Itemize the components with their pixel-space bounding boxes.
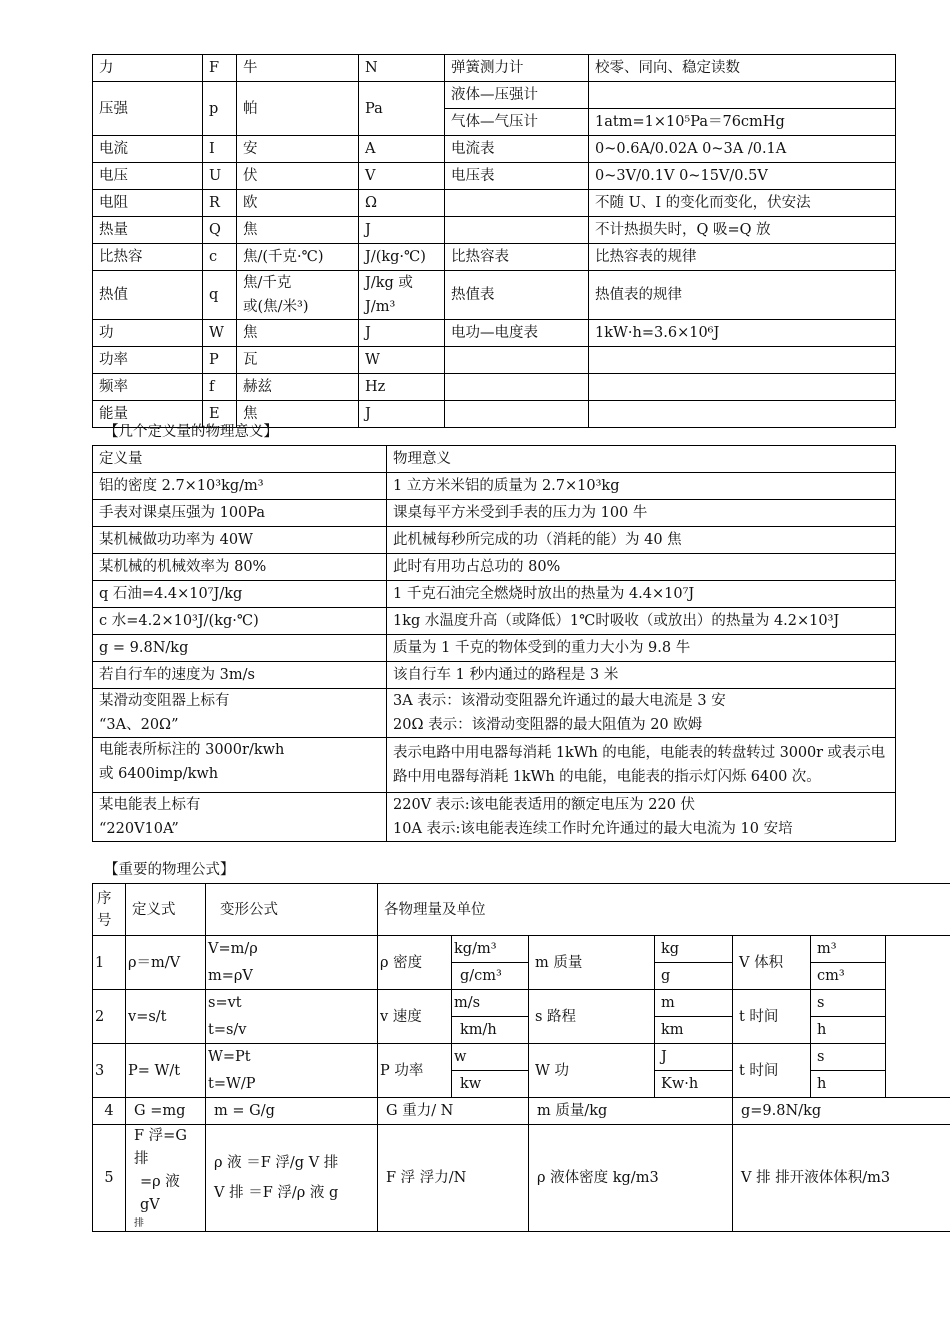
formula-header-row: [93, 884, 950, 936]
units-cell-unit_cn: [237, 271, 359, 320]
units-cell-notes: 热值表的规律: [589, 271, 896, 320]
units-line: J/m³: [365, 299, 396, 315]
units-cell-name: 电流: [93, 136, 203, 163]
units-cell-name: 能量: [93, 401, 203, 428]
formula-unit-c: h: [811, 1071, 886, 1098]
formula-unit-a: kw: [452, 1071, 529, 1098]
units-cell-instrument: [445, 347, 589, 374]
meaning-quantity: c 水=4.2×10³J/(kg·℃): [93, 608, 387, 635]
header-definition: 定义式: [126, 884, 206, 936]
meaning-row: [93, 527, 896, 554]
formula-unit-b: kg: [655, 936, 733, 963]
meaning-table: [92, 445, 896, 842]
units-cell-unit_sym: N: [359, 55, 445, 82]
units-cell-unit_cn: 帕: [237, 82, 359, 136]
units-row: [93, 244, 896, 271]
formula-no: 4: [93, 1098, 126, 1125]
units-cell-name: 压强: [93, 82, 203, 136]
formula-transform: V=m/ρ: [206, 936, 378, 963]
units-cell-instrument: 弹簧测力计: [445, 55, 589, 82]
units-cell-instrument: 电流表: [445, 136, 589, 163]
formula-transform-line: V 排 ＝F 浮/ρ 液 g: [214, 1185, 339, 1201]
units-row: [93, 82, 896, 109]
units-cell-unit_sym: W: [359, 347, 445, 374]
meaning-quantity-line: “220V10A”: [99, 821, 179, 837]
units-cell-unit_cn: 牛: [237, 55, 359, 82]
formula-var-a: P 功率: [378, 1044, 452, 1098]
units-cell-name: 比热容: [93, 244, 203, 271]
meaning-row: [93, 793, 896, 842]
units-cell-unit_cn: 焦: [237, 320, 359, 347]
formula-unit-a: km/h: [452, 1017, 529, 1044]
formula-definition-line: 排: [134, 1218, 144, 1229]
units-cell-instrument: 热值表: [445, 271, 589, 320]
formula-var-a: v 速度: [378, 990, 452, 1044]
meaning-text: 1kg 水温度升高（或降低）1℃时吸收（或放出）的热量为 4.2×10³J: [387, 608, 896, 635]
meaning-quantity: 若自行车的速度为 3m/s: [93, 662, 387, 689]
units-cell-symbol: p: [203, 82, 237, 136]
units-cell-instrument: [445, 401, 589, 428]
units-cell-symbol: R: [203, 190, 237, 217]
meaning-quantity-line: 某滑动变阻器上标有: [99, 693, 230, 709]
formula-unit-b: J: [655, 1044, 733, 1071]
units-cell-symbol: F: [203, 55, 237, 82]
formula-transform: m=ρV: [206, 963, 378, 990]
meaning-row: [93, 662, 896, 689]
formula-heading: 【重要的物理公式】: [104, 862, 235, 878]
meaning-quantity: q 石油=4.4×10⁷J/kg: [93, 581, 387, 608]
formula-row: [93, 1071, 950, 1098]
meaning-heading: 【几个定义量的物理意义】: [104, 424, 278, 440]
units-cell-notes: [589, 347, 896, 374]
formula-var-b: ρ 液体密度 kg/m3: [529, 1125, 733, 1232]
header-no: 序号: [93, 884, 126, 936]
formula-var-c: g=9.8N/kg: [733, 1098, 950, 1125]
meaning-quantity: [93, 738, 387, 793]
formula-transform: m = G/g: [206, 1098, 378, 1125]
meaning-text: 此机械每秒所完成的功（消耗的能）为 40 焦: [387, 527, 896, 554]
units-cell-notes: [589, 82, 896, 109]
units-cell-unit_sym: [359, 271, 445, 320]
units-row: [93, 271, 896, 320]
meaning-text-line: 10A 表示:该电能表连续工作时允许通过的最大电流为 10 安培: [393, 821, 793, 837]
units-cell-unit_cn: 赫兹: [237, 374, 359, 401]
units-cell-unit_cn: 欧: [237, 190, 359, 217]
meaning-row: [93, 608, 896, 635]
units-cell-unit_cn: 焦: [237, 401, 359, 428]
meaning-text: 1 立方米米铝的质量为 2.7×10³kg: [387, 473, 896, 500]
units-cell-unit_cn: 瓦: [237, 347, 359, 374]
units-cell-symbol: q: [203, 271, 237, 320]
formula-unit-b: Kw·h: [655, 1071, 733, 1098]
units-cell-instrument: 电功—电度表: [445, 320, 589, 347]
units-cell-unit_sym: A: [359, 136, 445, 163]
units-cell-name: 热值: [93, 271, 203, 320]
formula-row: [93, 936, 950, 963]
formula-unit-a: g/cm³: [452, 963, 529, 990]
formula-definition: ρ＝m/V: [126, 936, 206, 990]
formula-var-c: t 时间: [733, 1044, 811, 1098]
formula-unit-b: km: [655, 1017, 733, 1044]
units-row: [93, 163, 896, 190]
units-cell-instrument: 比热容表: [445, 244, 589, 271]
meaning-quantity-line: 或 6400imp/kwh: [99, 766, 219, 782]
formula-transform: [206, 1125, 378, 1232]
units-cell-unit_sym: J: [359, 401, 445, 428]
formula-unit-c: h: [811, 1017, 886, 1044]
units-cell-notes: [589, 374, 896, 401]
formula-unit-c: cm³: [811, 963, 886, 990]
formula-row: [93, 1098, 950, 1125]
units-row: [93, 347, 896, 374]
formula-var-a: ρ 密度: [378, 936, 452, 990]
meaning-quantity: 某机械做功功率为 40W: [93, 527, 387, 554]
meaning-row: [93, 500, 896, 527]
units-cell-unit_cn: 焦/(千克·℃): [237, 244, 359, 271]
formula-transform: t=W/P: [206, 1071, 378, 1098]
formula-var-a: F 浮 浮力/N: [378, 1125, 529, 1232]
units-cell-name: 频率: [93, 374, 203, 401]
units-cell-symbol: Q: [203, 217, 237, 244]
meaning-text: 质量为 1 千克的物体受到的重力大小为 9.8 牛: [387, 635, 896, 662]
meaning-quantity-line: 电能表所标注的 3000r/kwh: [99, 742, 285, 758]
meaning-text: 1 千克石油完全燃烧时放出的热量为 4.4×10⁷J: [387, 581, 896, 608]
units-cell-notes: 不随 U、I 的变化而变化，伏安法: [589, 190, 896, 217]
formula-no: 3: [93, 1044, 126, 1098]
meaning-row: [93, 635, 896, 662]
formula-row: [93, 990, 950, 1017]
formula-transform-line: ρ 液 ＝F 浮/g V 排: [214, 1155, 339, 1171]
units-cell-unit_sym: V: [359, 163, 445, 190]
formula-unit-c: s: [811, 990, 886, 1017]
units-line: 或(焦/米³): [243, 299, 309, 315]
units-cell-symbol: f: [203, 374, 237, 401]
formula-no: 5: [93, 1125, 126, 1232]
formula-var-b: m 质量: [529, 936, 655, 990]
formula-var-c: t 时间: [733, 990, 811, 1044]
formula-unit-a: m/s: [452, 990, 529, 1017]
formula-unit-a: kg/m³: [452, 936, 529, 963]
header-quantity: 定义量: [93, 446, 387, 473]
units-cell-notes: 0~3V/0.1V 0~15V/0.5V: [589, 163, 896, 190]
formula-unit-b: m: [655, 990, 733, 1017]
formula-var-b: W 功: [529, 1044, 655, 1098]
formula-var-c: V 排 排开液体体积/m3: [733, 1125, 950, 1232]
units-cell-unit_cn: 焦: [237, 217, 359, 244]
formula-unit-a: w: [452, 1044, 529, 1071]
units-row: [93, 55, 896, 82]
meaning-text-line: 220V 表示:该电能表适用的额定电压为 220 伏: [393, 797, 696, 813]
units-cell-symbol: W: [203, 320, 237, 347]
header-variables: 各物理量及单位: [378, 884, 950, 936]
meaning-row: [93, 473, 896, 500]
units-line: 焦/千克: [243, 275, 292, 291]
units-cell-notes: 1atm=1×10⁵Pa＝76cmHg: [589, 109, 896, 136]
formula-definition-line: =ρ 液 gV: [140, 1174, 180, 1213]
meaning-text: [387, 689, 896, 738]
units-cell-instrument: [445, 374, 589, 401]
formula-unit-c: s: [811, 1044, 886, 1071]
meaning-quantity-line: “3A、20Ω”: [99, 717, 179, 733]
units-line: J/kg 或: [365, 275, 413, 291]
formula-row: [93, 1044, 950, 1071]
meaning-row: [93, 738, 896, 793]
units-cell-unit_sym: Hz: [359, 374, 445, 401]
units-cell-unit_cn: 安: [237, 136, 359, 163]
meaning-quantity: g = 9.8N/kg: [93, 635, 387, 662]
units-cell-symbol: P: [203, 347, 237, 374]
header-transform: 变形公式: [206, 884, 378, 936]
formula-definition: P= W/t: [126, 1044, 206, 1098]
meaning-row: [93, 689, 896, 738]
formula-transform: t=s/v: [206, 1017, 378, 1044]
units-cell-instrument: 气体—气压计: [445, 109, 589, 136]
units-cell-unit_sym: J: [359, 320, 445, 347]
formula-no: 2: [93, 990, 126, 1044]
units-cell-unit_sym: J: [359, 217, 445, 244]
units-row: [93, 136, 896, 163]
formula-var-c: V 体积: [733, 936, 811, 990]
units-cell-instrument: [445, 217, 589, 244]
formula-var-b: s 路程: [529, 990, 655, 1044]
units-row: [93, 217, 896, 244]
meaning-text: 该自行车 1 秒内通过的路程是 3 米: [387, 662, 896, 689]
units-cell-unit_sym: Pa: [359, 82, 445, 136]
units-cell-instrument: 电压表: [445, 163, 589, 190]
formula-transform: s=vt: [206, 990, 378, 1017]
meaning-quantity: [93, 689, 387, 738]
formula-unit-c: m³: [811, 936, 886, 963]
units-row: [93, 190, 896, 217]
formula-var-b: m 质量/kg: [529, 1098, 733, 1125]
formula-var-a: G 重力/ N: [378, 1098, 529, 1125]
units-cell-symbol: U: [203, 163, 237, 190]
meaning-row: [93, 581, 896, 608]
formula-unit-b: g: [655, 963, 733, 990]
units-row: [93, 320, 896, 347]
units-table: [92, 54, 896, 428]
header-meaning: 物理意义: [387, 446, 896, 473]
meaning-quantity: 手表对课桌压强为 100Pa: [93, 500, 387, 527]
units-cell-notes: 比热容表的规律: [589, 244, 896, 271]
formula-definition: [126, 1125, 206, 1232]
formula-transform: W=Pt: [206, 1044, 378, 1071]
formula-definition-line: F 浮=G 排: [134, 1128, 187, 1167]
units-cell-name: 电阻: [93, 190, 203, 217]
units-cell-notes: 0~0.6A/0.02A 0~3A /0.1A: [589, 136, 896, 163]
units-cell-symbol: E: [203, 401, 237, 428]
meaning-text: 课桌每平方米受到手表的压力为 100 牛: [387, 500, 896, 527]
units-cell-name: 热量: [93, 217, 203, 244]
units-cell-name: 功: [93, 320, 203, 347]
units-cell-name: 功率: [93, 347, 203, 374]
meaning-quantity: 铝的密度 2.7×10³kg/m³: [93, 473, 387, 500]
units-cell-name: 电压: [93, 163, 203, 190]
meaning-text-line: 20Ω 表示：该滑动变阻器的最大阻值为 20 欧姆: [393, 717, 703, 733]
meaning-header-row: [93, 446, 896, 473]
units-cell-unit_sym: Ω: [359, 190, 445, 217]
units-cell-symbol: I: [203, 136, 237, 163]
formula-table: [92, 883, 950, 1232]
units-cell-symbol: c: [203, 244, 237, 271]
formula-row: [93, 1125, 950, 1232]
formula-row: [93, 963, 950, 990]
units-cell-notes: 1kW·h=3.6×10⁶J: [589, 320, 896, 347]
units-cell-notes: 不计热损失时，Q 吸=Q 放: [589, 217, 896, 244]
meaning-text: [387, 793, 896, 842]
formula-definition: v=s/t: [126, 990, 206, 1044]
meaning-quantity: 某机械的机械效率为 80%: [93, 554, 387, 581]
meaning-quantity-line: 某电能表上标有: [99, 797, 201, 813]
formula-row: [93, 1017, 950, 1044]
meaning-row: [93, 554, 896, 581]
units-cell-instrument: 液体—压强计: [445, 82, 589, 109]
units-cell-notes: [589, 401, 896, 428]
units-cell-instrument: [445, 190, 589, 217]
meaning-text: 此时有用功占总功的 80%: [387, 554, 896, 581]
units-cell-notes: 校零、同向、稳定读数: [589, 55, 896, 82]
units-cell-unit_sym: J/(kg·℃): [359, 244, 445, 271]
meaning-text: 表示电路中用电器每消耗 1kWh 的电能，电能表的转盘转过 3000r 或表示电路中用电器每消耗 1kWh 的电能，电能表的指示灯闪烁 6400 次。: [387, 738, 896, 793]
units-row: [93, 374, 896, 401]
units-cell-name: 力: [93, 55, 203, 82]
formula-definition: G =mg: [126, 1098, 206, 1125]
meaning-text-line: 3A 表示：该滑动变阻器允许通过的最大电流是 3 安: [393, 693, 726, 709]
meaning-quantity: [93, 793, 387, 842]
formula-no: 1: [93, 936, 126, 990]
units-cell-unit_cn: 伏: [237, 163, 359, 190]
